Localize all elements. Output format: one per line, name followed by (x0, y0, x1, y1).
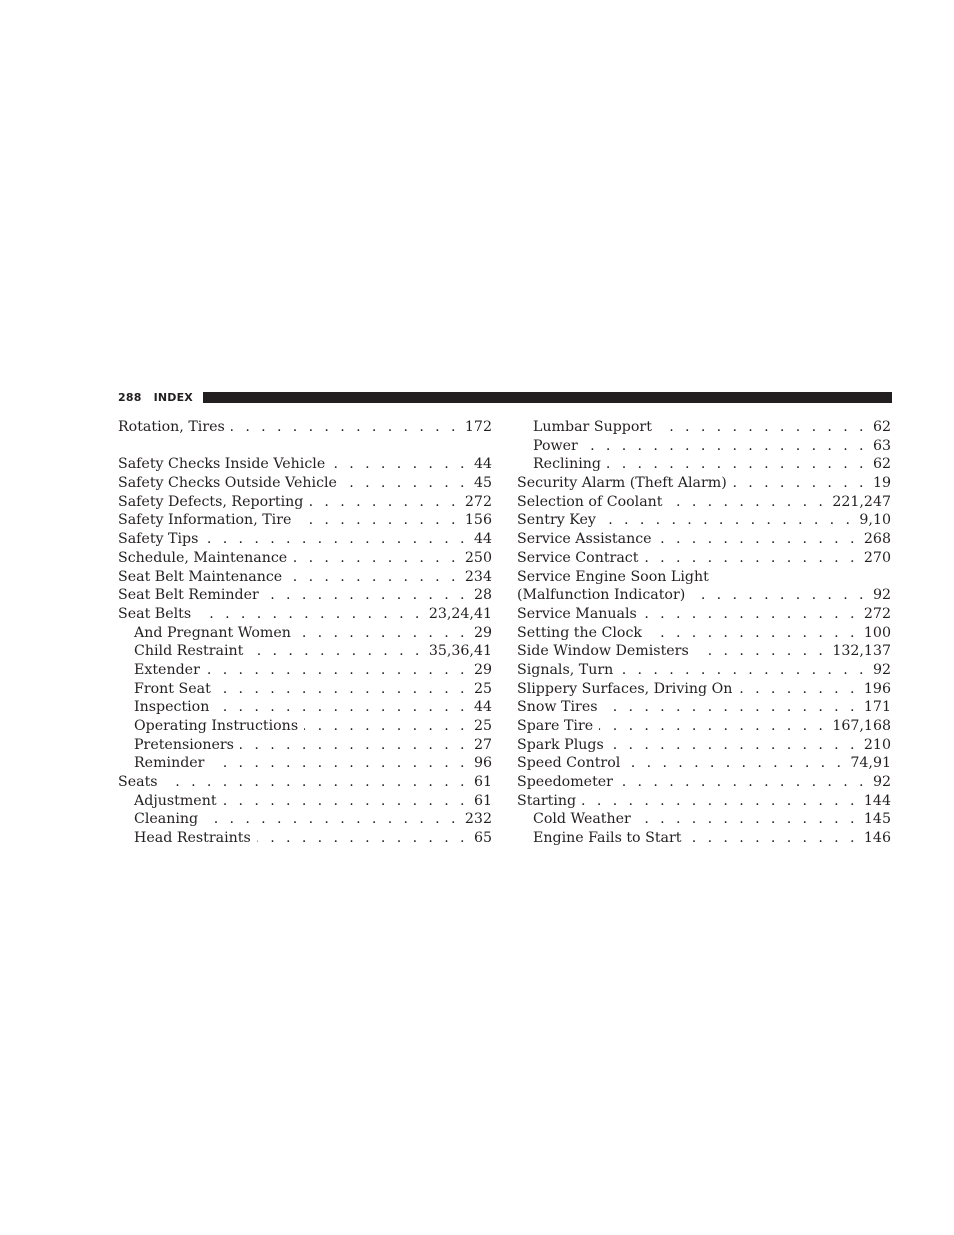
index-page-refs: 65 (473, 830, 492, 847)
index-term: Slippery Surfaces, Driving On (517, 680, 733, 697)
dot-leader (204, 810, 459, 829)
index-subentry (118, 792, 492, 811)
index-term: (Malfunction Indicator) (517, 587, 686, 604)
index-subentry (118, 829, 492, 848)
index-term: Child Restraint (134, 643, 244, 660)
index-page-refs: 9,10 (859, 512, 891, 529)
index-entry (517, 474, 891, 493)
index-term: Service Contract (517, 549, 639, 566)
index-term: Cold Weather (533, 811, 631, 828)
index-page-refs: 172 (464, 419, 492, 435)
dot-leader (257, 829, 468, 848)
dot-leader (210, 754, 467, 773)
index-page-refs: 25 (473, 718, 492, 734)
dot-leader (643, 605, 858, 624)
index-page-refs: 156 (464, 512, 492, 529)
index-term: Speedometer (517, 774, 613, 791)
index-page-refs: 92 (872, 774, 891, 791)
index-page-refs: 221,247 (832, 493, 891, 510)
index-entry (517, 605, 891, 624)
index-page-refs: 272 (863, 605, 891, 622)
dot-leader (637, 810, 858, 829)
dot-leader (204, 530, 468, 549)
index-entry (517, 736, 891, 755)
dot-leader (604, 698, 858, 717)
index-term: Selection of Coolant (517, 493, 663, 510)
index-page-refs: 250 (464, 549, 492, 566)
index-entry (118, 773, 492, 792)
index-entry (118, 586, 492, 605)
index-page-refs: 23,24,41 (428, 605, 492, 622)
dot-leader (217, 680, 468, 699)
index-subentry (118, 642, 492, 661)
index-subentry (118, 680, 492, 699)
index-entry (517, 624, 891, 643)
index-page-refs: 29 (473, 624, 492, 641)
dot-leader (602, 511, 854, 530)
index-term: Seat Belt Maintenance (118, 568, 283, 585)
index-term: Spark Plugs (517, 736, 604, 753)
index-subentry (118, 624, 492, 643)
dot-leader (584, 437, 867, 456)
index-term: Lumbar Support (533, 419, 652, 435)
index-entry (517, 642, 891, 661)
dot-leader (669, 493, 827, 512)
index-subentry (118, 810, 492, 829)
index-page-refs: 61 (473, 774, 492, 791)
index-page-refs: 62 (872, 419, 891, 435)
index-page-refs: 210 (863, 736, 891, 753)
index-term: Safety Checks Outside Vehicle (118, 475, 337, 492)
dot-leader (164, 773, 468, 792)
dot-leader (691, 586, 867, 605)
dot-leader (610, 736, 858, 755)
index-entry (118, 493, 492, 512)
dot-leader (343, 474, 468, 493)
dot-leader (297, 624, 468, 643)
index-term: And Pregnant Women (134, 624, 291, 641)
index-page-refs: 44 (473, 531, 492, 548)
index-entry (517, 773, 891, 792)
index-entry (118, 605, 492, 624)
dot-leader (231, 418, 459, 437)
section-title: INDEX (153, 390, 193, 404)
dot-leader (599, 717, 826, 736)
index-term: Safety Checks Inside Vehicle (118, 456, 326, 473)
index-entry (118, 418, 492, 437)
dot-leader (265, 586, 468, 605)
index-term: Security Alarm (Theft Alarm) (517, 475, 727, 492)
dot-leader (197, 605, 423, 624)
index-page-refs: 74,91 (850, 755, 891, 772)
index-page-refs: 62 (872, 456, 891, 473)
index-term: Head Restraints (134, 830, 251, 847)
index-term: Service Manuals (517, 605, 637, 622)
index-subentry (517, 437, 891, 456)
index-term: Engine Fails to Start (533, 830, 682, 847)
index-term: Seat Belt Reminder (118, 587, 259, 604)
index-column-right (517, 418, 891, 848)
dot-leader (658, 418, 867, 437)
index-page-refs: 144 (863, 792, 891, 809)
dot-leader (582, 792, 858, 811)
dot-leader (206, 661, 468, 680)
index-term: Safety Tips (118, 531, 199, 548)
index-entry (118, 511, 492, 530)
index-page-refs: 29 (473, 661, 492, 678)
index-term: Power (533, 437, 578, 454)
index-page-refs: 61 (473, 792, 492, 809)
index-entry (118, 455, 492, 474)
index-entry (517, 530, 891, 549)
dot-leader (619, 773, 867, 792)
dot-leader (626, 754, 844, 773)
index-page-refs: 268 (863, 531, 891, 548)
index-subentry (517, 455, 891, 474)
index-term: Reminder (134, 755, 205, 772)
index-entry (517, 661, 891, 680)
dot-leader (304, 717, 468, 736)
index-term: Schedule, Maintenance (118, 549, 288, 566)
index-subentry (517, 829, 891, 848)
index-entry (517, 680, 891, 699)
index-page-refs: 44 (473, 456, 492, 473)
index-page-refs: 92 (872, 587, 891, 604)
index-page-refs: 19 (872, 475, 891, 492)
index-page-refs: 44 (473, 699, 492, 716)
page-number: 288 (118, 390, 142, 404)
index-term: Operating Instructions (134, 718, 299, 734)
index-entry (517, 568, 891, 587)
index-entry (118, 549, 492, 568)
index-term: Rotation, Tires (118, 419, 225, 435)
dot-leader (309, 493, 459, 512)
index-page-refs: 270 (863, 549, 891, 566)
dot-leader (733, 474, 867, 493)
index-term: Spare Tire (517, 718, 594, 734)
index-page-refs: 45 (473, 475, 492, 492)
index-entry (517, 549, 891, 568)
index-term: Pretensioners (134, 736, 234, 753)
index-entry (517, 698, 891, 717)
index-entry (118, 568, 492, 587)
index-subentry (118, 754, 492, 773)
index-term: Speed Control (517, 755, 621, 772)
index-term: Service Assistance (517, 531, 652, 548)
index-page-refs: 92 (872, 661, 891, 678)
index-term: Starting (517, 792, 577, 809)
page-header (118, 390, 892, 404)
dot-leader (240, 736, 468, 755)
index-page-refs: 232 (464, 811, 492, 828)
index-term: Extender (134, 661, 200, 678)
dot-leader (249, 642, 422, 661)
index-term: Adjustment (134, 792, 217, 809)
index-entry (118, 474, 492, 493)
index-entry (517, 586, 891, 605)
dot-leader (297, 511, 459, 530)
index-column-left (118, 418, 492, 848)
index-term: Snow Tires (517, 699, 598, 716)
dot-leader (738, 680, 858, 699)
index-entry (517, 493, 891, 512)
dot-leader (223, 792, 468, 811)
dot-leader (644, 549, 857, 568)
index-subentry (118, 698, 492, 717)
index-page-refs: 167,168 (832, 718, 891, 734)
index-page-refs: 171 (863, 699, 891, 716)
index-term: Side Window Demisters (517, 643, 689, 660)
index-subentry (118, 717, 492, 736)
dot-leader (215, 698, 468, 717)
index-page-refs: 272 (464, 493, 492, 510)
dot-leader (607, 455, 867, 474)
index-term: Sentry Key (517, 512, 596, 529)
index-term: Signals, Turn (517, 661, 614, 678)
dot-leader (331, 455, 468, 474)
dot-leader (293, 549, 459, 568)
index-term: Reclining (533, 456, 601, 473)
index-page-refs: 28 (473, 587, 492, 604)
index-page-refs: 63 (872, 437, 891, 454)
index-term: Seat Belts (118, 605, 192, 622)
index-entry (118, 530, 492, 549)
index-subentry (517, 810, 891, 829)
index-subentry (118, 661, 492, 680)
header-rule (203, 392, 892, 403)
index-term: Cleaning (134, 811, 199, 828)
index-page-refs: 196 (863, 680, 891, 697)
index-entry (517, 511, 891, 530)
dot-leader (648, 624, 858, 643)
index-page-refs: 25 (473, 680, 492, 697)
index-entry (517, 754, 891, 773)
index-page-refs: 27 (473, 736, 492, 753)
dot-leader (695, 642, 827, 661)
index-subentry (517, 418, 891, 437)
dot-leader (658, 530, 858, 549)
index-term: Front Seat (134, 680, 211, 697)
index-page-refs: 96 (473, 755, 492, 772)
index-page-refs: 100 (863, 624, 891, 641)
index-page-refs: 234 (464, 568, 492, 585)
dot-leader (619, 661, 867, 680)
index-term: Safety Information, Tire (118, 512, 292, 529)
dot-leader (687, 829, 857, 848)
index-term: Inspection (134, 699, 210, 716)
index-page-refs: 146 (863, 830, 891, 847)
dot-leader (288, 568, 459, 587)
index-page-refs: 35,36,41 (428, 643, 492, 660)
index-term: Setting the Clock (517, 624, 643, 641)
index-entry (517, 717, 891, 736)
index-page-refs: 145 (863, 811, 891, 828)
index-subentry (118, 736, 492, 755)
index-term: Safety Defects, Reporting (118, 493, 304, 510)
index-term: Service Engine Soon Light (517, 568, 709, 585)
index-term: Seats (118, 774, 158, 791)
index-spacer (118, 437, 492, 456)
index-entry (517, 792, 891, 811)
index-page-refs: 132,137 (832, 643, 891, 660)
